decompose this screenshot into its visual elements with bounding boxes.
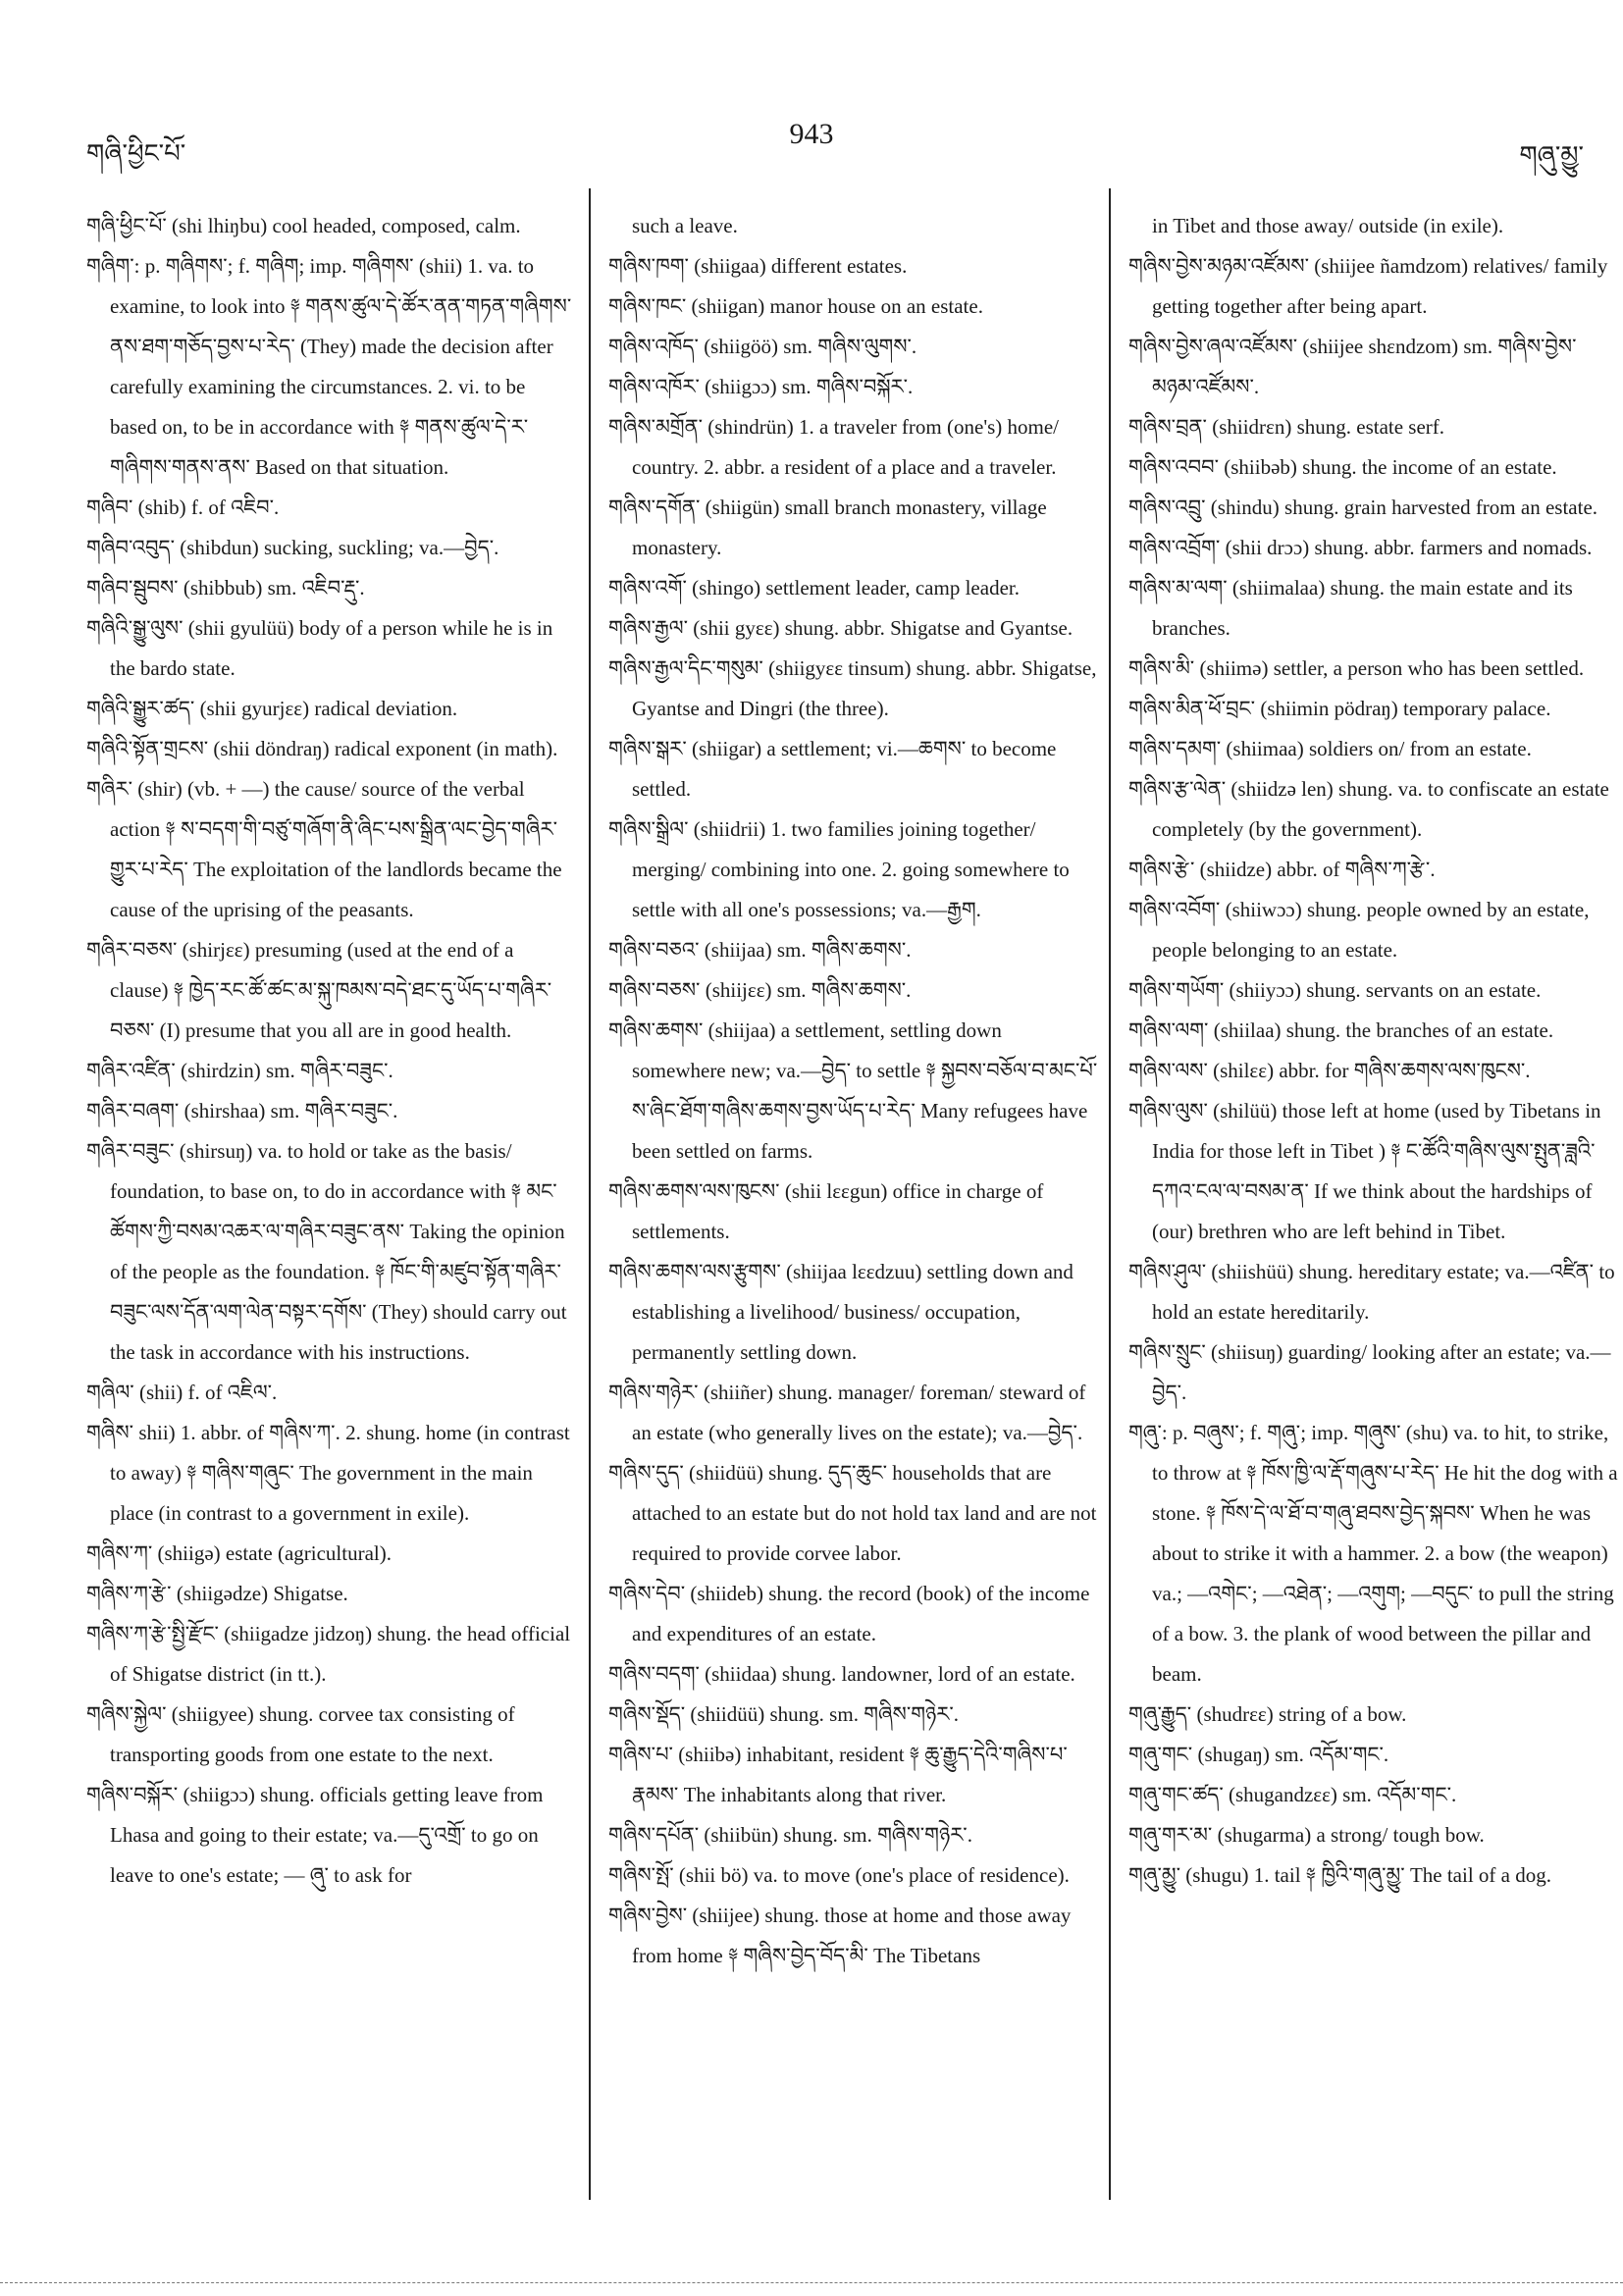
dictionary-entry: གཞུ་རྒྱུད་ (shudrɛɛ) string of a bow. — [1128, 1702, 1407, 1726]
dictionary-entry: གཞིས་བྱེས་ (shiijee) shung. those at home and those away from home ༈ གཞིས་བྱེད་བོད་མི་ The Tibetans — [608, 1904, 1072, 1967]
dictionary-entry: གཞིས་རྒྱལ་ (shii gyɛɛ) shung. abbr. Shigatse and Gyantse. — [608, 616, 1073, 640]
column-divider — [1109, 188, 1111, 2200]
dictionary-entry: གཞིས་བྲན་ (shiidrɛn) shung. estate serf. — [1128, 415, 1445, 439]
dictionary-entry: གཞིས་ཀ་ (shiigə) estate (agricultural). — [86, 1541, 392, 1565]
running-headword-right: གཞུ་མྱུ་ — [1519, 141, 1584, 170]
dictionary-entry-continuation: in Tibet and those away/ outside (in exile). — [1152, 214, 1504, 237]
dictionary-entry: གཞིག་: p. གཞིགས་; f. གཞིག; imp. གཞིགས་ (shii) 1. va. to examine, to look into ༈ གནས་ཚུལ་དེ་ཚོར་ནན་གཏན་གཞིགས་ནས་ཐག་གཅོད་བྱས་པ་རེད་ (They) made the decision after carefully examining the circumstances. 2. vi. to be based on, to be in accordance with ༈ གནས་ཚུལ་དེ་ར་གཞིགས་གནས་ནས་ Based on that situation. — [86, 254, 572, 479]
dictionary-entry: གཞིར་བཞག་ (shirshaa) sm. གཞིར་བཟུང་. — [86, 1099, 398, 1122]
dictionary-entry: གཞིས་དམག་ (shiimaa) soldiers on/ from an estate. — [1128, 737, 1532, 760]
running-headword-left: གཞི་ཕྱིང་པོ་ — [86, 139, 186, 168]
dictionary-entry: གཞིས་ shii) 1. abbr. of གཞིས་ཀ་. 2. shung. home (in contrast to away) ༈ གཞིས་གཞུང་ The government in the main place (in contrast to a government in exile). — [86, 1421, 570, 1525]
dictionary-entry: གཞིས་འབོག་ (shiiwɔɔ) shung. people owned by an estate, people belonging to an estate. — [1128, 898, 1590, 962]
dictionary-entry: གཞིས་འགོ་ (shingo) settlement leader, camp leader. — [608, 576, 1020, 600]
dictionary-entry: གཞིས་བྱེས་མཉམ་འཛོམས་ (shiijee ñamdzom) relatives/ family getting together after being apart. — [1128, 254, 1608, 318]
dictionary-entry: གཞིས་རྩ་ལེན་ (shiidzə len) shung. va. to confiscate an estate completely (by the government). — [1128, 777, 1609, 841]
dictionary-entry: གཞུ་གང་ཚད་ (shugandzɛɛ) sm. འདོམ་གང་. — [1128, 1783, 1457, 1806]
dictionary-entry-continuation: such a leave. — [632, 214, 738, 237]
dictionary-entry: གཞིབ་འབུད་ (shibdun) sucking, suckling; va.—བྱེད་. — [86, 536, 499, 559]
dictionary-entry: གཞིས་འཁོར་ (shiigɔɔ) sm. གཞིས་བསྐོར་. — [608, 375, 914, 398]
dictionary-entry: གཞིས་པ་ (shiibə) inhabitant, resident ༈ ཆུ་རྒྱུད་དེའི་གཞིས་པ་རྣམས་ The inhabitants along that river. — [608, 1743, 1068, 1806]
dictionary-entry: གཞིར་ (shir) (vb. + —) the cause/ source of the verbal action ༈ ས་བདག་གི་བཙུ་གཞོག་ནི་ཞིང་པས་སྒྲིན་ལང་བྱེད་གཞིར་གྱུར་པ་རེད་ The exploitation of the landlords became the cause of the uprising of the peasants. — [86, 777, 562, 921]
dictionary-entry: གཞིས་འབབ་ (shiibəb) shung. the income of an estate. — [1128, 455, 1557, 479]
dictionary-entry: གཞིས་ཆགས་ལས་རྩུགས་ (shiijaa lɛɛdzuu) settling down and establishing a livelihood/ business/ occupation, permanently settling down. — [608, 1260, 1073, 1364]
dictionary-entry: གཞིས་སྒྲིལ་ (shiidrii) 1. two families joining together/ merging/ combining into one. 2. going somewhere to settle with all one's possessions; va.—རྒྱག. — [608, 817, 1070, 921]
dictionary-column-2 — [608, 206, 1099, 1976]
dictionary-entry: གཞིས་ཁག་ (shiigaa) different estates. — [608, 254, 908, 278]
dictionary-entry: གཞིས་སྤོ་ (shii bö) va. to move (one's place of residence). — [608, 1863, 1070, 1887]
dictionary-entry: གཞིས་མ་ལག་ (shiimalaa) shung. the main estate and its branches. — [1128, 576, 1573, 640]
dictionary-entry: གཞིའི་སྒྱུ་ལུས་ (shii gyulüü) body of a person while he is in the bardo state. — [86, 616, 553, 680]
dictionary-entry: གཞིས་ཤུལ་ (shiishüü) shung. hereditary estate; va.—འཛིན་ to hold an estate hereditarily. — [1128, 1260, 1615, 1324]
dictionary-entry: གཞིའི་སྟོན་གྲངས་ (shii döndraŋ) radical exponent (in math). — [86, 737, 558, 760]
dictionary-entry: གཞིས་ཀ་རྩེ་སྤྱི་རྫོང་ (shiigadze jidzoŋ) shung. the head official of Shigatse district (in tt.). — [86, 1622, 571, 1686]
dictionary-entry: གཞིས་ཆགས་ (shiijaa) a settlement, settling down somewhere new; va.—བྱེད་ to settle ༈ སྐྱབས་བཅོལ་བ་མང་པོ་ས་ཞིང་ཐོག་གཞིས་ཆགས་བྱས་ཡོད་པ་རེད་ Many refugees have been settled on farms. — [608, 1018, 1098, 1163]
dictionary-entry: གཞིས་གཡོག་ (shiiyɔɔ) shung. servants on an estate. — [1128, 978, 1542, 1002]
dictionary-entry: གཞིས་ལག་ (shiilaa) shung. the branches of an estate. — [1128, 1018, 1554, 1042]
dictionary-entry: གཞིས་སྲུང་ (shiisuŋ) guarding/ looking after an estate; va.—བྱེད་. — [1128, 1340, 1611, 1404]
dictionary-entry: གཞུ་གར་མ་ (shugarma) a strong/ tough bow. — [1128, 1823, 1485, 1847]
dictionary-entry: གཞིས་བཅའ་ (shiijaa) sm. གཞིས་ཆགས་. — [608, 938, 912, 962]
dictionary-entry: གཞིས་སྐྱེལ་ (shiigyee) shung. corvee tax consisting of transporting goods from one estate to the next. — [86, 1702, 515, 1766]
scan-edge-line — [0, 2282, 1623, 2283]
dictionary-entry: གཞིས་འབྲོག་ (shii drɔɔ) shung. abbr. farmers and nomads. — [1128, 536, 1593, 559]
dictionary-entry: གཞིས་ཀ་རྩེ་ (shiigədze) Shigatse. — [86, 1582, 348, 1605]
dictionary-entry: གཞིས་མི་ (shiimə) settler, a person who has been settled. — [1128, 656, 1585, 680]
dictionary-entry: གཞི་ཕྱིང་པོ་ (shi lhiŋbu) cool headed, composed, calm. — [86, 214, 521, 237]
dictionary-entry: གཞིས་དཔོན་ (shiibün) shung. sm. གཞིས་གཉེར་. — [608, 1823, 972, 1847]
dictionary-entry: གཞུ་: p. བཞུས་; f. གཞུ་; imp. གཞུས་ (shu) va. to hit, to strike, to throw at ༈ ཁོས་ཁྱི་ལ་རྡོ་གཞུས་པ་རེད་ He hit the dog with a stone. ༈ ཁོས་དེ་ལ་ཐོ་བ་གཞུ་ཐབས་བྱེད་སྐབས་ When he was about to strike it with a hammer. 2. a bow (the weapon) va.; —འགེང་; —འཐེན་; —འགུག; —བདུང་ to pull the string of a bow. 3. the plank of wood between the pillar and beam. — [1128, 1421, 1618, 1686]
dictionary-entry: གཞིས་འཁོད་ (shiigöö) sm. གཞིས་ལུགས་. — [608, 335, 917, 358]
dictionary-entry: གཞིས་རྩེ་ (shiidze) abbr. of གཞིས་ཀ་རྩེ་. — [1128, 858, 1436, 881]
dictionary-column-1 — [86, 206, 577, 1896]
dictionary-entry: གཞིས་ཆགས་ལས་ཁུངས་ (shii lɛɛgun) office in charge of settlements. — [608, 1179, 1044, 1243]
dictionary-entry: གཞིབ་སྦུབས་ (shibbub) sm. འཇིབ་རྡུ་. — [86, 576, 365, 600]
dictionary-entry: གཞིས་དེབ་ (shiideb) shung. the record (book) of the income and expenditures of an estate. — [608, 1582, 1090, 1645]
dictionary-entry: གཞིས་བདག་ (shiidaa) shung. landowner, lord of an estate. — [608, 1662, 1075, 1686]
dictionary-entry: གཞུ་གང་ (shugaŋ) sm. འདོམ་གང་. — [1128, 1743, 1389, 1766]
dictionary-entry: གཞིས་མིན་ཕོ་བྲང་ (shiimin pödraŋ) temporary palace. — [1128, 697, 1551, 720]
dictionary-entry: གཞིས་ལུས་ (shilüü) those left at home (used by Tibetans in India for those left in Tibet ) ༈ ང་ཚོའི་གཞིས་ལུས་སྤུན་ཟླའི་དཀའ་ངལ་ལ་བསམ་ན་ If we think about the hardships of (our) brethren who are left behind in Tibet. — [1128, 1099, 1601, 1243]
dictionary-entry: གཞིར་བཅས་ (shirjɛɛ) presuming (used at the end of a clause) ༈ ཁྱེད་རང་ཚོ་ཚང་མ་སྐུ་ཁམས་བདེ་ཐང་དུ་ཡོད་པ་གཞིར་བཅས་ (I) presume that you all are in good health. — [86, 938, 552, 1042]
dictionary-entry: གཞིས་དགོན་ (shiigün) small branch monastery, village monastery. — [608, 496, 1047, 559]
dictionary-entry: གཞིས་མགྲོན་ (shindrün) 1. a traveler from (one's) home/ country. 2. abbr. a resident of a place and a traveler. — [608, 415, 1060, 479]
dictionary-entry: གཞིར་འཛིན་ (shirdzin) sm. གཞིར་བཟུང་. — [86, 1059, 393, 1082]
dictionary-entry: གཞིས་ལས་ (shilɛɛ) abbr. for གཞིས་ཆགས་ལས་ཁུངས་. — [1128, 1059, 1531, 1082]
dictionary-entry: གཞིས་དུད་ (shiidüü) shung. དུད་ཆུང་ households that are attached to an estate but do not hold tax land and are not required to provide corvee labor. — [608, 1461, 1097, 1565]
dictionary-entry: གཞིས་སྡོད་ (shiidüü) shung. sm. གཞིས་གཉེར་. — [608, 1702, 960, 1726]
dictionary-column-3 — [1128, 206, 1619, 1896]
dictionary-entry: གཞིས་རྒྱལ་དིང་གསུམ་ (shiigyɛɛ tinsum) shung. abbr. Shigatse, Gyantse and Dingri (the three). — [608, 656, 1097, 720]
dictionary-entry: གཞིས་བཅས་ (shiijɛɛ) sm. གཞིས་ཆགས་. — [608, 978, 912, 1002]
dictionary-entry: གཞིས་བྱེས་ཞལ་འཛོམས་ (shiijee shɛndzom) sm. གཞིས་བྱེས་མཉམ་འཛོམས་. — [1128, 335, 1577, 398]
dictionary-entry: གཞིས་གཉེར་ (shiiñer) shung. manager/ foreman/ steward of an estate (who generally lives on the estate); va.—བྱེད་. — [608, 1381, 1086, 1444]
dictionary-entry: གཞུ་མྱུ་ (shugu) 1. tail ༈ ཁྱིའི་གཞུ་མྱུ་ The tail of a dog. — [1128, 1863, 1551, 1887]
dictionary-entry: གཞིས་ཁང་ (shiigan) manor house on an estate. — [608, 294, 983, 318]
dictionary-entry: གཞིས་འབྲུ་ (shindu) shung. grain harvested from an estate. — [1128, 496, 1598, 519]
column-divider — [589, 188, 591, 2200]
dictionary-entry: གཞིར་བཟུང་ (shirsuŋ) va. to hold or take as the basis/ foundation, to base on, to do in accordance with ༈ མང་ཚོགས་ཀྱི་བསམ་འཆར་ལ་གཞིར་བཟུང་ནས་ Taking the opinion of the people as the foundation. ༈ ཁོང་གི་མཛུབ་སྟོན་གཞིར་བཟུང་ལས་དོན་ལག་ལེན་བསྟར་དགོས་ (They) should carry out the task in accordance with his instructions. — [86, 1139, 567, 1364]
dictionary-entry: གཞིས་བསྐོར་ (shiigɔɔ) shung. officials getting leave from Lhasa and going to their estate; va.—དུ་འགྲོ་ to go on leave to one's estate; — ཞུ་ to ask for — [86, 1783, 544, 1887]
dictionary-entry: གཞིབ་ (shib) f. of འཇིབ་. — [86, 496, 280, 519]
dictionary-entry: གཞིས་སྒར་ (shiigar) a settlement; vi.—ཆགས་ to become settled. — [608, 737, 1057, 801]
dictionary-entry: གཞིའི་སྒྱུར་ཚད་ (shii gyurjɛɛ) radical deviation. — [86, 697, 458, 720]
dictionary-entry: གཞིལ་ (shii) f. of འཇིལ་. — [86, 1381, 278, 1404]
page-number: 943 — [789, 118, 834, 150]
